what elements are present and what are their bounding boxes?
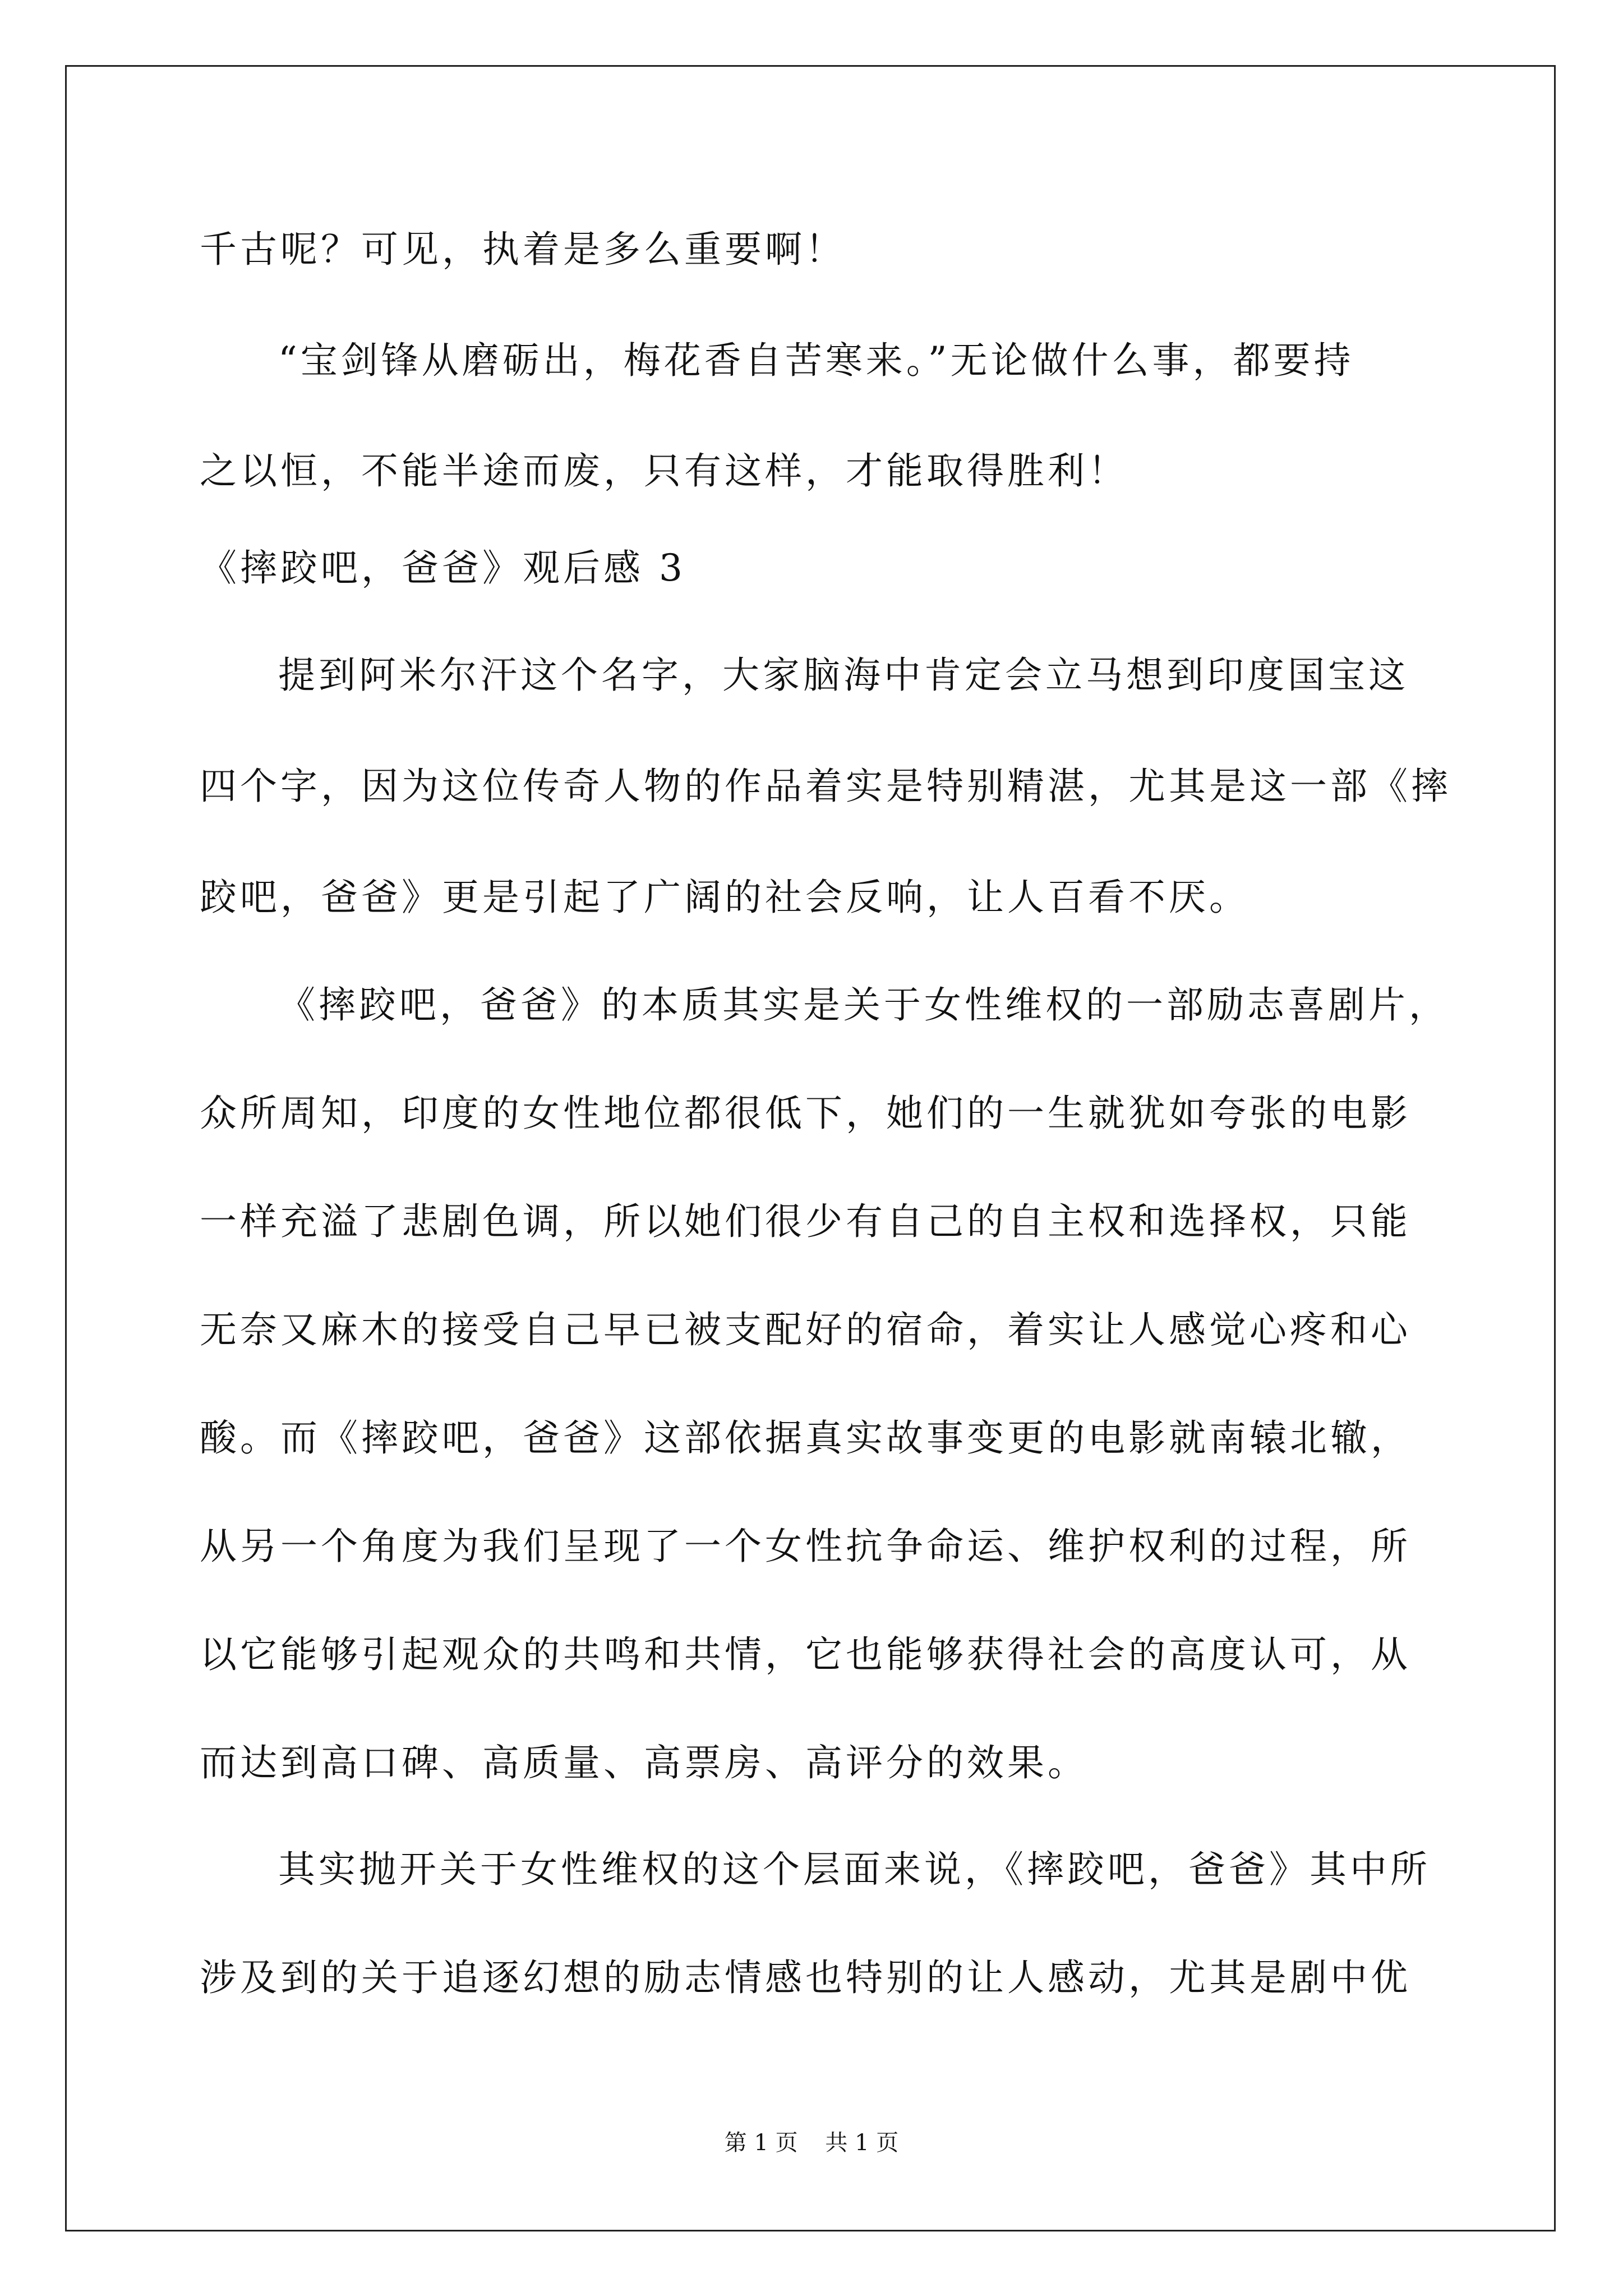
page-total: 共 1 页 xyxy=(825,2130,899,2156)
text-line: 四个字，因为这位传奇人物的作品着实是特别精湛，尤其是这一部《摔 xyxy=(200,765,1451,808)
page-footer xyxy=(0,2129,1623,2157)
text-line: 其实抛开关于女性维权的这个层面来说，《摔跤吧，爸爸》其中所 xyxy=(278,1848,1431,1891)
text-line: 《摔跤吧，爸爸》的本质其实是关于女性维权的一部励志喜剧片， xyxy=(278,983,1449,1027)
text-line: 从另一个角度为我们呈现了一个女性抗争命运、维护权利的过程，所 xyxy=(200,1525,1411,1568)
text-line: 众所周知，印度的女性地位都很低下，她们的一生就犹如夸张的电影 xyxy=(200,1092,1411,1135)
text-line: “宝剑锋从磨砺出，梅花香自苦寒来。”无论做什么事，都要持 xyxy=(278,339,1354,382)
text-line: 千古呢？可见，执着是多么重要啊！ xyxy=(200,228,846,271)
text-line: 无奈又麻木的接受自己早已被支配好的宿命，着实让人感觉心疼和心 xyxy=(200,1308,1411,1351)
text-line: 跤吧，爸爸》更是引起了广阔的社会反响，让人百看不厌。 xyxy=(200,876,1249,919)
text-line: 而达到高口碑、高质量、高票房、高评分的效果。 xyxy=(200,1741,1088,1784)
text-line: 之以恒，不能半途而废，只有这样，才能取得胜利！ xyxy=(200,449,1128,493)
text-line: 一样充溢了悲剧色调，所以她们很少有自己的自主权和选择权，只能 xyxy=(200,1200,1411,1243)
text-line: 酸。而《摔跤吧，爸爸》这部依据真实故事变更的电影就南辕北辙， xyxy=(200,1416,1411,1460)
page-border xyxy=(65,65,1556,2231)
section-heading: 《摔跤吧，爸爸》观后感 3 xyxy=(200,546,686,590)
text-line: 涉及到的关于追逐幻想的励志情感也特别的让人感动，尤其是剧中优 xyxy=(200,1956,1411,1999)
text-line: 以它能够引起观众的共鸣和共情，它也能够获得社会的高度认可，从 xyxy=(200,1633,1411,1676)
text-line: 提到阿米尔汗这个名字，大家脑海中肯定会立马想到印度国宝这 xyxy=(278,654,1409,697)
page-number: 第 1 页 xyxy=(724,2130,798,2156)
